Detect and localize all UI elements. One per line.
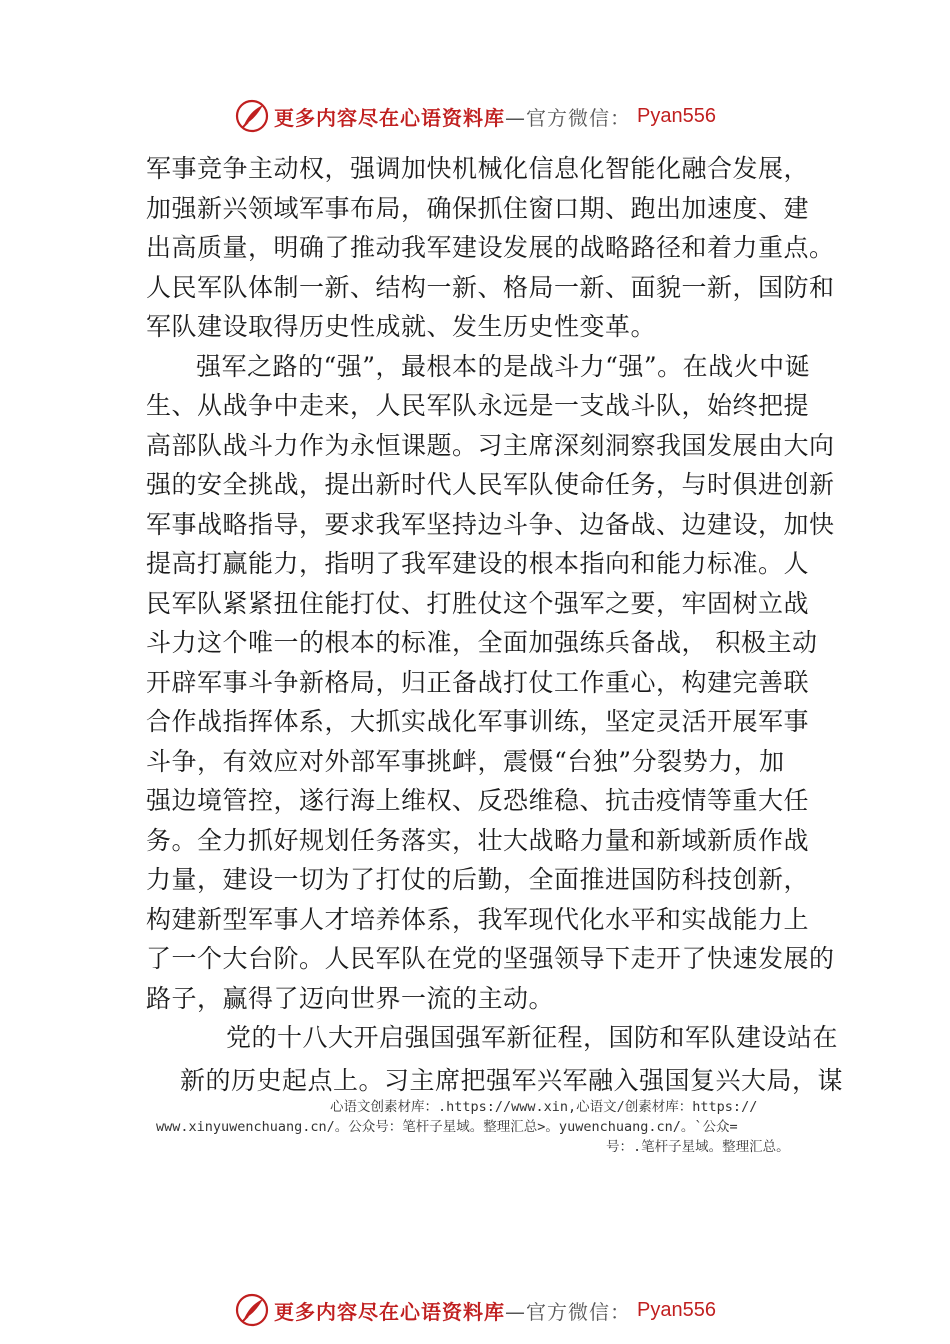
header-banner bbox=[0, 96, 950, 136]
banner-wechat-handle: Pyan556 bbox=[637, 104, 716, 127]
body-line: 生、从战争中走来，人民军队永远是一支战斗队，始终把提 bbox=[146, 391, 810, 420]
body-line: 人民军队体制一新、结构一新、格局一新、面貌一新，国防和 bbox=[146, 273, 835, 302]
body-line: 加强新兴领域军事布局，确保抓住窗口期、跑出加速度、建 bbox=[146, 194, 810, 223]
banner-wechat-label: —官方微信： bbox=[505, 105, 632, 130]
body-line: 强军之路的“强”，最根本的是战斗力“强”。在战火中诞 bbox=[196, 352, 811, 381]
quill-logo-icon bbox=[234, 98, 270, 134]
body-line: 新的历史起点上。习主席把强军兴军融入强国复兴大局，谋 bbox=[180, 1066, 844, 1095]
body-line: 路子，赢得了迈向世界一流的主动。 bbox=[146, 984, 555, 1013]
footnote-line: 心语文创素材库：.https://www.xin,心语文/创素材库：https:// bbox=[330, 1099, 758, 1115]
body-line: 党的十八大开启强国强军新征程，国防和军队建设站在 bbox=[226, 1023, 839, 1052]
footer-banner bbox=[0, 1290, 950, 1330]
banner-wechat-handle: Pyan556 bbox=[637, 1298, 716, 1321]
body-line: 强的安全挑战，提出新时代人民军队使命任务，与时俱进创新 bbox=[146, 470, 835, 499]
footnote-line: www.xinyuwenchuang.cn/。公众号：笔杆子星域。整理汇总>。yuwenchuang.cn/。`公众= bbox=[156, 1119, 738, 1135]
body-line: 提高打赢能力，指明了我军建设的根本指向和能力标准。人 bbox=[146, 549, 810, 578]
body-line: 高部队战斗力作为永恒课题。习主席深刻洞察我国发展由大向 bbox=[146, 431, 835, 460]
body-line: 军事竞争主动权，强调加快机械化信息化智能化融合发展， bbox=[146, 154, 810, 183]
banner-title: 更多内容尽在心语资料库 bbox=[274, 1299, 506, 1324]
body-line: 民军队紧紧扭住能打仗、打胜仗这个强军之要，牢固树立战 bbox=[146, 589, 810, 618]
body-line: 开辟军事斗争新格局，归正备战打仗工作重心，构建完善联 bbox=[146, 668, 810, 697]
body-line: 斗力这个唯一的根本的标准，全面加强练兵备战， 积极主动 bbox=[146, 628, 818, 657]
body-line: 力量，建设一切为了打仗的后勤，全面推进国防科技创新， bbox=[146, 865, 810, 894]
body-line: 军队建设取得历史性成就、发生历史性变革。 bbox=[146, 312, 657, 341]
body-line: 了一个大台阶。人民军队在党的坚强领导下走开了快速发展的 bbox=[146, 944, 835, 973]
body-line: 强边境管控，遂行海上维权、反恐维稳、抗击疫情等重大任 bbox=[146, 786, 810, 815]
body-line: 务。全力抓好规划任务落实，壮大战略力量和新域新质作战 bbox=[146, 826, 810, 855]
footnote-line: 号：.笔杆子星域。整理汇总。 bbox=[606, 1139, 790, 1155]
body-line: 构建新型军事人才培养体系，我军现代化水平和实战能力上 bbox=[146, 905, 810, 934]
body-line: 出高质量，明确了推动我军建设发展的战略路径和着力重点。 bbox=[146, 233, 835, 262]
banner-title: 更多内容尽在心语资料库 bbox=[274, 105, 506, 130]
banner-wechat-label: —官方微信： bbox=[505, 1299, 632, 1324]
body-line: 合作战指挥体系，大抓实战化军事训练，坚定灵活开展军事 bbox=[146, 707, 810, 736]
quill-logo-icon bbox=[234, 1292, 270, 1328]
body-line: 斗争，有效应对外部军事挑衅，震慑“台独”分裂势力，加 bbox=[146, 747, 785, 776]
body-line: 军事战略指导，要求我军坚持边斗争、边备战、边建设，加快 bbox=[146, 510, 835, 539]
